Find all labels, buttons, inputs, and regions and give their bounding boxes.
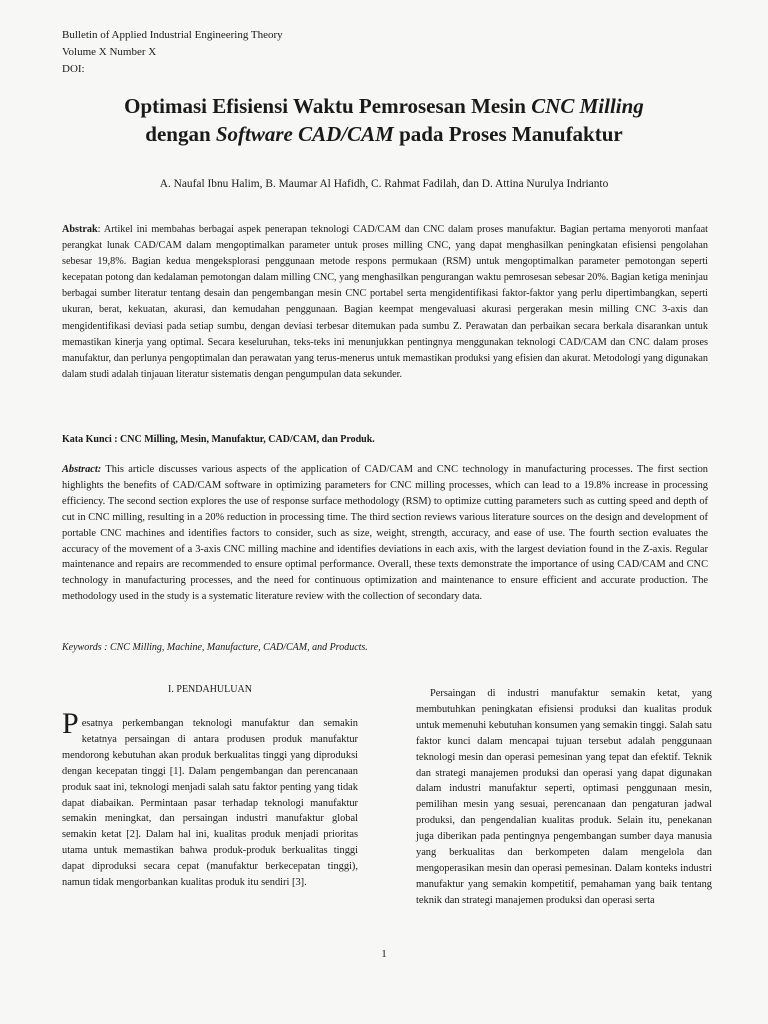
section-heading-introduction: I. PENDAHULUAN: [168, 684, 252, 695]
abstract-en-label: Abstract:: [62, 464, 102, 475]
title-line1-b: CNC Milling: [531, 94, 644, 118]
title-line2-a: dengan: [145, 122, 216, 146]
abstract-en-text: This article discusses various aspects of the application of CAD/CAM and CNC technology in manufacturing processes. The first section highlights the benefits of CAD/CAM software in optimizing parameters for CNC milling processes, which can lead to a 19.8% increase in processing efficiency. The second section explores the use of response surface methodology (RSM) to optimize cutting parameters such as cutting speed and depth of cut in CNC milling, resulting in a 20% reduction in processing time. The third section reviews various literature sources on the design and development of portable CNC machines and identifies factors to consider, such as size, weight, strength, accuracy, and ease of use. The fourth section evaluates the accuracy of the movement of a 3-axis CNC milling machine and identifies deviations in each axis, with the largest deviation found in the Z-axis. Regular maintenance and repairs are recommended to ensure optimal performance. Overall, these texts demonstrate the importance of using CAD/CAM and CNC technology in manufacturing processes, and the need for continuous optimization and maintenance to ensure efficient and accurate production. The methodology used in the study is a systematic literature review with the collection of secondary data.: [62, 464, 708, 603]
abstract-english: [62, 462, 708, 605]
intro-right-column: [416, 686, 712, 909]
title-line2-c: pada Proses Manufaktur: [393, 122, 623, 146]
keywords-english: Keywords : CNC Milling, Machine, Manufacture, CAD/CAM, and Products.: [62, 642, 368, 653]
intro-left-column: [62, 707, 358, 891]
journal-doi: DOI:: [62, 63, 85, 75]
page-number: 1: [381, 948, 387, 960]
journal-name: Bulletin of Applied Industrial Engineering Theory: [62, 29, 283, 41]
abstract-id-text: : Artikel ini membahas berbagai aspek penerapan teknologi CAD/CAM dan CNC dalam proses manufaktur. Bagian pertama menyoroti manfaat perangkat lunak CAD/CAM dalam mengoptimalkan parameter untuk proses milling CNC, yang dapat menghasilkan peningkatan efisiensi pengolahan sebesar 19,8%. Bagian kedua mengeksplorasi penggunaan metode respons permukaan (RSM) untuk mengoptimalkan parameter pemotongan seperti kecepatan potong dan kedalaman pemotongan dalam milling CNC, yang menghasilkan pengurangan waktu pemrosesan sebesar 20%. Bagian ketiga meninjau berbagai sumber literatur tentang desain dan pengembangan mesin CNC portabel serta mengidentifikasi faktor-faktor yang perlu dipertimbangkan, seperti ukuran, berat, kekuatan, akurasi, dan kemudahan penggunaan. Bagian keempat mengevaluasi akurasi pergerakan mesin milling CNC 3-axis dan mengidentifikasi deviasi pada setiap sumbu, dengan deviasi terbesar ditemukan pada sumbu Z. Perawatan dan perbaikan secara berkala disarankan untuk memastikan kinerja yang optimal. Secara keseluruhan, teks-teks ini menunjukkan pentingnya menggunakan teknologi CAD/CAM dan CNC dalam proses manufaktur, dan perlunya pengoptimalan dan perawatan yang terus-menerus untuk memastikan produksi yang efisien dan akurat. Metodologi yang digunakan dalam studi adalah tinjauan literatur sistematis dengan pengumpulan data sekunder.: [62, 224, 708, 380]
journal-header: [62, 27, 283, 78]
keywords-indonesian: Kata Kunci : CNC Milling, Mesin, Manufaktur, CAD/CAM, dan Produk.: [62, 434, 375, 445]
abstract-id-label: Abstrak: [62, 224, 98, 235]
intro-left-text: esatnya perkembangan teknologi manufaktur dan semakin ketatnya persaingan di antara produsen produk manufaktur mendorong kebutuhan akan produk berkualitas tinggi yang diproduksi dengan kecepatan tinggi [1]. Dalam pengembangan dan perencanaan produk saat ini, teknologi menjadi salah satu faktor penting yang tidak dapat diabaikan. Permintaan pasar terhadap teknologi manufaktur semakin meningkat, dan persaingan industri manufaktur global semakin ketat [2]. Dalam hal ini, kualitas produk menjadi prioritas utama untuk memastikan bahwa produk-produk berkualitas tinggi dapat diproduksi secara cepat (manufaktur berkecepatan tinggi), namun tidak mengorbankan kualitas produk itu sendiri [3].: [62, 718, 358, 889]
paper-title: [40, 92, 728, 148]
drop-cap: P: [62, 707, 79, 740]
title-line1-a: Optimasi Efisiensi Waktu Pemrosesan Mesin: [124, 94, 532, 118]
title-line2-b: Software CAD/CAM: [215, 122, 394, 146]
intro-right-text: Persaingan di industri manufaktur semakin ketat, yang membutuhkan peningkatan efisiensi produksi dan kualitas produk untuk memenuhi kebutuhan konsumen yang semakin tinggi. Salah satu faktor kunci dalam mencapai tujuan tersebut adalah penggunaan teknologi mesin dan operasi pemesinan yang tepat dan efektif. Teknik dan strategi manajemen produksi dan operasi yang dapat digunakan dalam industri manufaktur seperti, optimasi penggunaan mesin, pemilihan mesin yang sesuai, perencanaan dan pengaturan jadwal produksi, dan pengendalian kualitas produk. Selain itu, penekanan juga diberikan pada pentingnya pengembangan sumber daya manusia yang berkualitas dan berkompeten dalam mengelola dan mengoperasikan mesin dan operasi pemesinan. Dalam konteks industri manufaktur yang semakin kompetitif, pemahaman yang baik tentang teknik dan strategi manajemen produksi dan operasi serta: [416, 688, 712, 906]
abstract-indonesian: [62, 222, 708, 383]
journal-volume: Volume X Number X: [62, 46, 157, 58]
author-list: A. Naufal Ibnu Halim, B. Maumar Al Hafidh, C. Rahmat Fadilah, dan D. Attina Nurulya Indrianto: [159, 178, 609, 190]
